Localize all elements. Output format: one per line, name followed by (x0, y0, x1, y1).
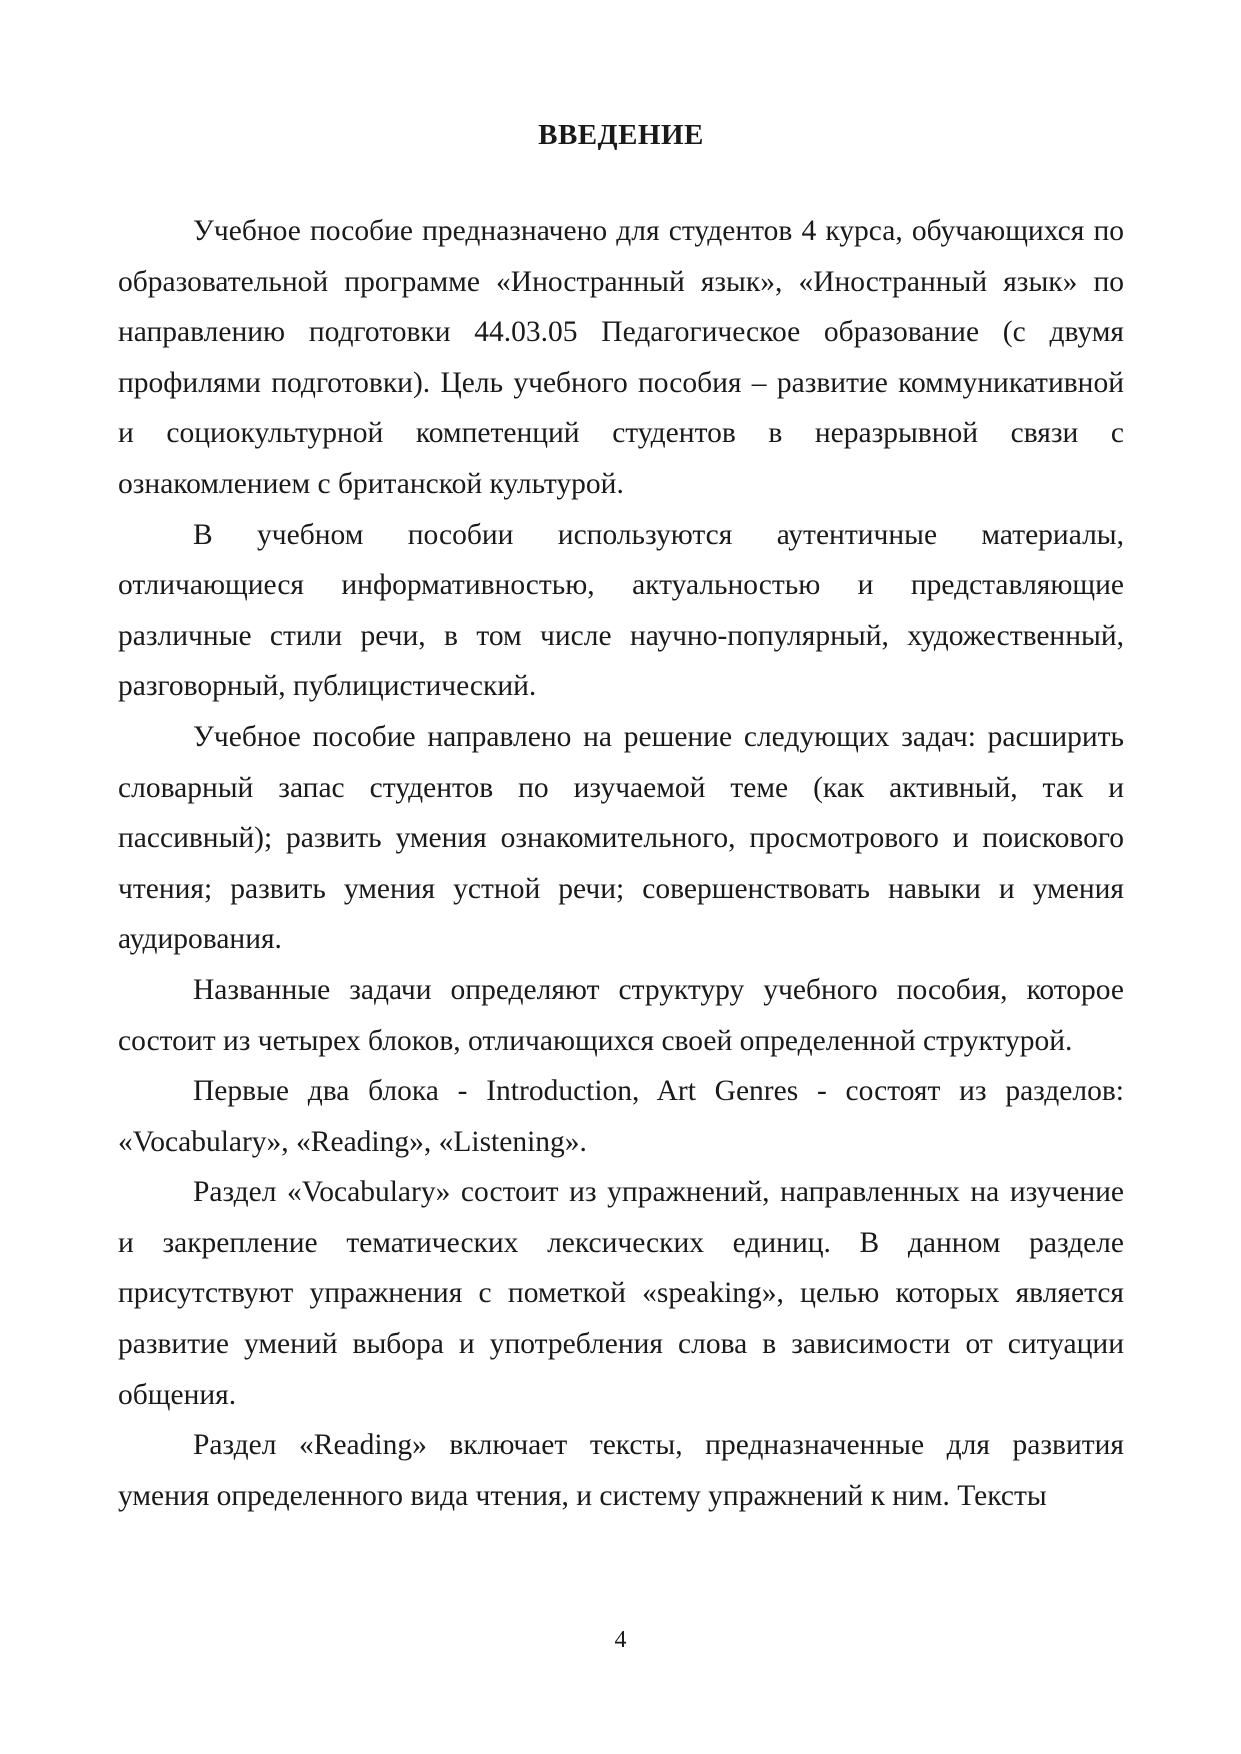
paragraph-blocks: Первые два блока - Introduction, Art Genres - состоят из разделов: «Vocabulary», «Reading», «Listening». (118, 1075, 1124, 1158)
paragraph-reading: Раздел «Reading» включает тексты, предназначенные для развития умения определенного вида чтения, и систему упражнений к ним. Тексты (118, 1429, 1124, 1512)
page-number: 4 (614, 1627, 627, 1653)
paragraph-materials: В учебном пособии используются аутентичные материалы, отличающиеся информативностью, актуальностью и представляющие различные стили речи, в том числе научно-популярный, художественный, разговорный, публицистический. (118, 518, 1124, 703)
page-content (118, 116, 1124, 1521)
paragraph-structure: Названные задачи определяют структуру учебного пособия, которое состоит из четырех блоков, отличающихся своей определенной структурой. (118, 973, 1124, 1057)
paragraph-tasks: Учебное пособие направлено на решение следующих задач: расширить словарный запас студентов по изучаемой теме (как активный, так и пассивный); развить умения ознакомительного, просмотрового и поискового чтения; развить умения устной речи; совершенствовать навыки и умения аудирования. (118, 720, 1124, 956)
page-title: ВВЕДЕНИЕ (538, 119, 704, 151)
paragraph-purpose: Учебное пособие предназначено для студентов 4 курса, обучающихся по образовательной программе «Иностранный язык», «Иностранный язык» по направлению подготовки 44.03.05 Педагогическое образование (с двумя профилями подготовки). Цель учебного пособия – развитие коммуникативной и социокультурной компетенций студентов в неразрывной связи с ознакомлением с британской культурой. (118, 215, 1124, 500)
paragraph-vocabulary: Раздел «Vocabulary» состоит из упражнений, направленных на изучение и закрепление тематических лексических единиц. В данном разделе присутствуют упражнения с пометкой «speaking», целью которых является развитие умений выбора и употребления слова в зависимости от ситуации общения. (118, 1176, 1124, 1411)
